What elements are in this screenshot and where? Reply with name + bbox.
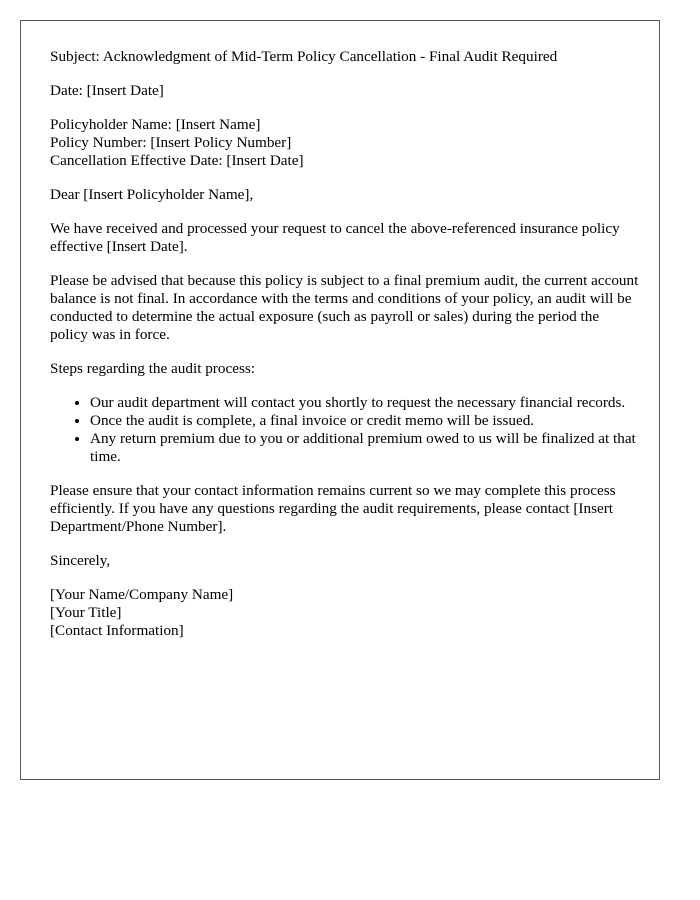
- signature-title: [Your Title]: [50, 604, 122, 621]
- paragraph-audit-advice: Please be advised that because this policy is subject to a final premium audit, the current account balance is not final. In accordance with the terms and conditions of your policy, an audit will be conducted to determine the actual exposure (such as payroll or sales) during the period the policy was in force.: [50, 272, 639, 343]
- steps-intro: Steps regarding the audit process:: [50, 360, 255, 377]
- paragraph-contact: Please ensure that your contact information remains current so we may complete this process efficiently. If you have any questions regarding the audit requirements, please contact [Insert Department/Phone Number].: [50, 482, 616, 535]
- cancellation-effective-date: Cancellation Effective Date: [Insert Date]: [50, 152, 304, 169]
- letter-salutation: Dear [Insert Policyholder Name],: [50, 186, 254, 203]
- list-item: • Our audit department will contact you shortly to request the necessary financial records.: [90, 394, 640, 412]
- signature-name: [Your Name/Company Name]: [50, 586, 234, 603]
- list-item: • Any return premium due to you or additional premium owed to us will be finalized at that time.: [90, 430, 640, 466]
- letter-date: Date: [Insert Date]: [50, 82, 164, 99]
- signature-contact: [Contact Information]: [50, 622, 184, 639]
- letter-content: [50, 48, 640, 656]
- list-item: • Once the audit is complete, a final invoice or credit memo will be issued.: [90, 412, 640, 430]
- steps-list: [50, 394, 640, 466]
- policy-number: Policy Number: [Insert Policy Number]: [50, 134, 292, 151]
- letter-subject: Subject: Acknowledgment of Mid-Term Policy Cancellation - Final Audit Required: [50, 48, 558, 65]
- policy-info-block: [50, 116, 640, 170]
- signature-block: [50, 586, 640, 640]
- letter-page: [20, 20, 660, 780]
- policyholder-name: Policyholder Name: [Insert Name]: [50, 116, 261, 133]
- letter-closing: Sincerely,: [50, 552, 111, 569]
- paragraph-received: We have received and processed your request to cancel the above-referenced insurance policy effective [Insert Date].: [50, 220, 620, 255]
